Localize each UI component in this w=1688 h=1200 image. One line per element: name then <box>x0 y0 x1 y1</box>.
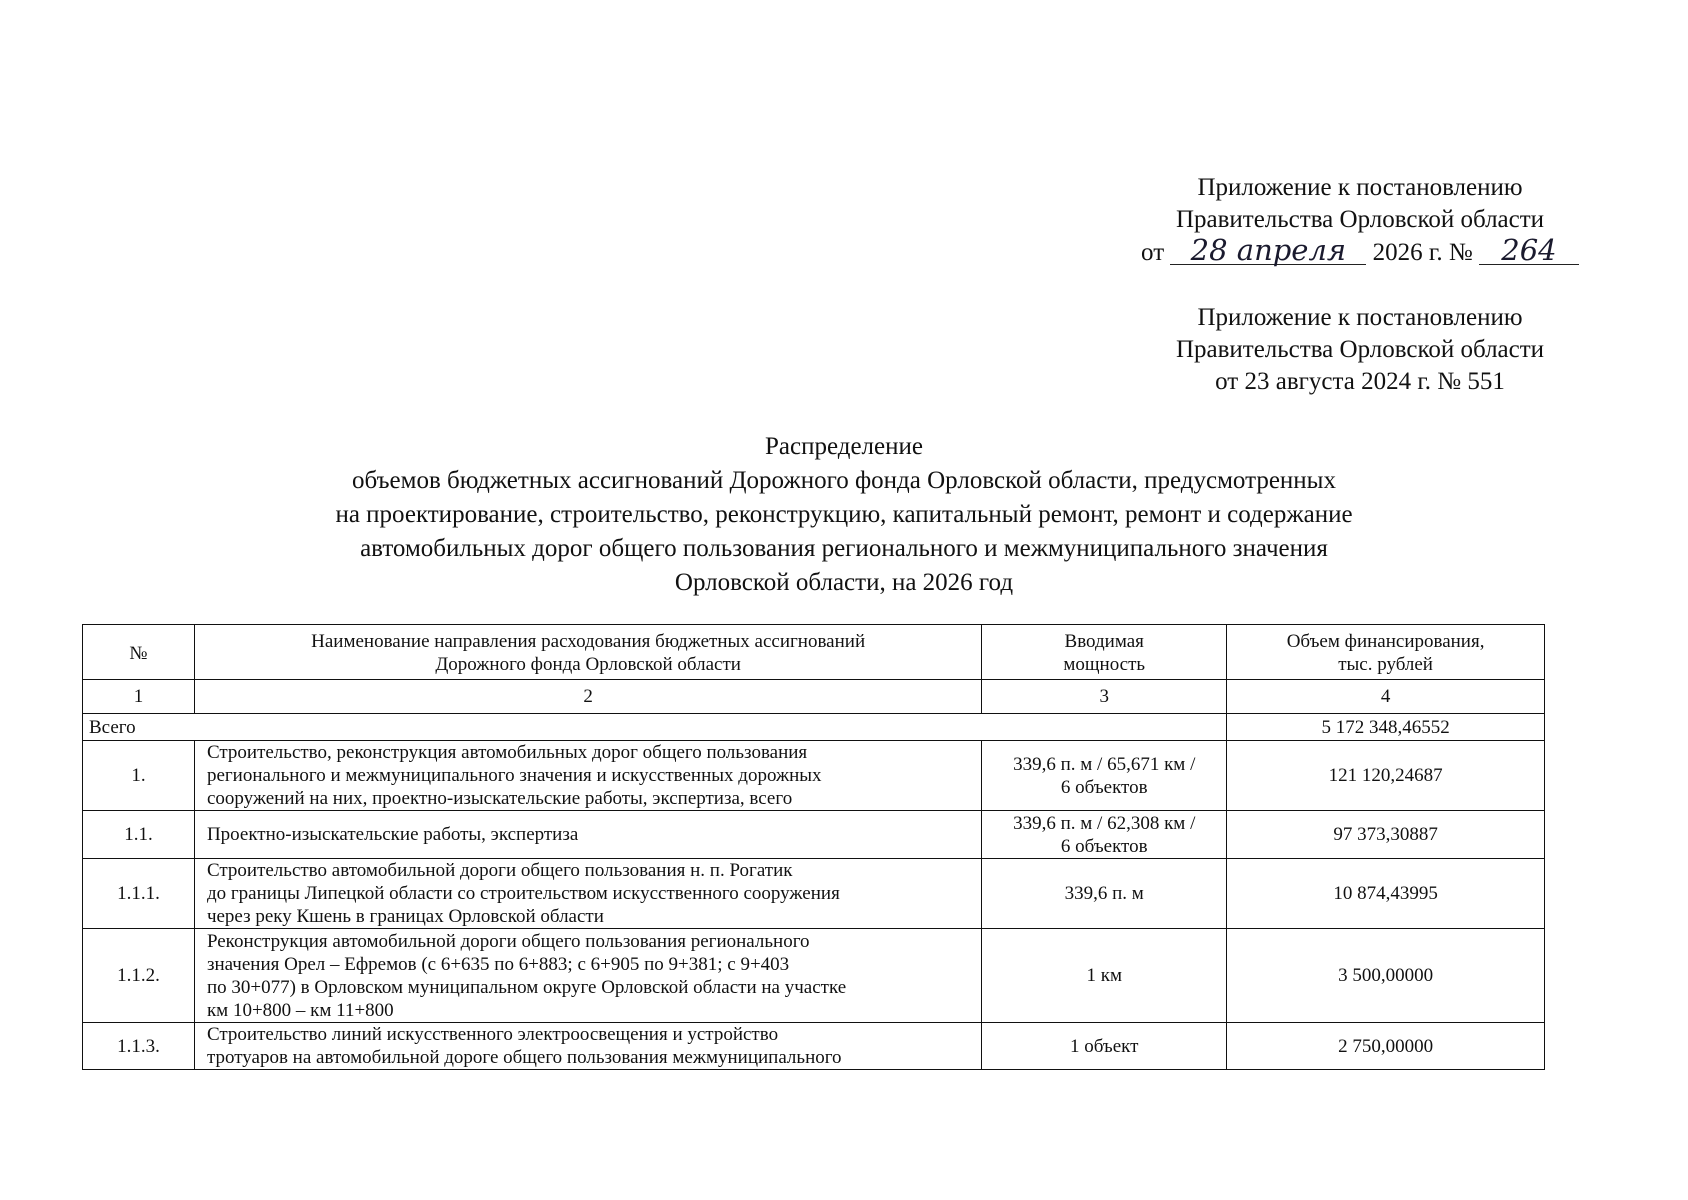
row-number: 1. <box>83 741 195 811</box>
header-sum-line-2: тыс. рублей <box>1338 654 1433 675</box>
table-header-row <box>83 625 1545 680</box>
table-row <box>83 811 1545 859</box>
handwritten-date: 28 апреля <box>1170 236 1366 265</box>
row-capacity-line: 339,6 п. м / 62,308 км / <box>1013 812 1196 834</box>
title-line-2: объемов бюджетных ассигнований Дорожного фонда Орловской области, предусмотренных <box>352 467 1336 494</box>
row-name-line: Строительство линий искусственного электроосвещения и устройство <box>206 1024 779 1045</box>
index-cell: 4 <box>1227 680 1545 714</box>
header-capacity-line-2: мощность <box>1063 654 1146 675</box>
document-title <box>160 430 1528 600</box>
approval-old-line-3: от 23 августа 2024 г. № 551 <box>1215 368 1505 395</box>
table-row <box>83 929 1545 1023</box>
row-name-line: тротуаров на автомобильной дороге общего пользования межмуниципального <box>206 1047 842 1068</box>
approval-old-line-2: Правительства Орловской области <box>1175 336 1545 363</box>
row-capacity <box>982 1023 1227 1070</box>
row-sum: 121 120,24687 <box>1227 741 1545 811</box>
index-cell: 1 <box>83 680 195 714</box>
header-name <box>194 625 981 680</box>
distribution-table <box>82 624 1545 1070</box>
approval-line-1: Приложение к постановлению <box>1197 174 1523 201</box>
title-line-3: на проектирование, строительство, реконструкцию, капитальный ремонт, ремонт и содержание <box>335 501 1353 528</box>
header-capacity <box>982 625 1227 680</box>
row-capacity <box>982 929 1227 1023</box>
total-row <box>83 714 1545 741</box>
header-num: № <box>83 625 195 680</box>
row-capacity-line: 1 км <box>1086 965 1122 986</box>
header-sum <box>1227 625 1545 680</box>
header-name-line-2: Дорожного фонда Орловской области <box>435 654 741 675</box>
row-name-line: сооружений на них, проектно-изыскательские работы, экспертиза, всего <box>206 788 793 809</box>
row-sum: 97 373,30887 <box>1227 811 1545 859</box>
approval-year: 2026 г. № <box>1372 239 1473 266</box>
index-cell: 3 <box>982 680 1227 714</box>
total-sum: 5 172 348,46552 <box>1227 714 1545 741</box>
row-name <box>194 859 981 929</box>
row-capacity <box>982 811 1227 859</box>
row-name <box>194 811 981 859</box>
header-sum-line-1: Объем финансирования, <box>1286 631 1485 652</box>
column-index-row <box>83 680 1545 714</box>
row-capacity-line: 6 объектов <box>1060 835 1148 857</box>
row-capacity-line: 339,6 п. м / 65,671 км / <box>1013 753 1196 775</box>
row-name-line: регионального и межмуниципального значения и искусственных дорожных <box>206 765 822 786</box>
approval-line-2: Правительства Орловской области <box>1175 206 1545 233</box>
row-name <box>194 929 981 1023</box>
table-row <box>83 859 1545 929</box>
row-capacity-line: 339,6 п. м <box>1064 883 1144 904</box>
table-row <box>83 1023 1545 1070</box>
row-name-line: км 10+800 – км 11+800 <box>206 999 394 1021</box>
row-name-line: через реку Кшень в границах Орловской области <box>206 906 604 927</box>
approval-number-line <box>1080 233 1640 269</box>
row-name-line: Строительство, реконструкция автомобильных дорог общего пользования <box>206 742 808 763</box>
approval-old-line-1: Приложение к постановлению <box>1197 304 1523 331</box>
row-capacity <box>982 859 1227 929</box>
row-capacity-line: 1 объект <box>1069 1035 1139 1057</box>
index-cell: 2 <box>194 680 981 714</box>
row-name-line: до границы Липецкой области со строительством искусственного сооружения <box>206 883 840 904</box>
row-sum: 3 500,00000 <box>1227 929 1545 1023</box>
row-sum: 10 874,43995 <box>1227 859 1545 929</box>
header-name-line-1: Наименование направления расходования бюджетных ассигнований <box>311 631 866 652</box>
handwritten-number: 264 <box>1479 236 1579 265</box>
header-capacity-line-1: Вводимая <box>1064 631 1144 652</box>
row-name-line: Проектно-изыскательские работы, экспертиза <box>206 824 579 845</box>
approval-block-new <box>1080 172 1640 269</box>
title-line-5: Орловской области, на 2026 год <box>674 569 1014 596</box>
approval-prefix: от <box>1141 239 1165 266</box>
table-row <box>83 741 1545 811</box>
row-name-line: Реконструкция автомобильной дороги общего пользования регионального <box>206 930 810 952</box>
title-line-4: автомобильных дорог общего пользования регионального и межмуниципального значения <box>360 535 1328 562</box>
row-name-line: значения Орел – Ефремов (с 6+635 по 6+883; с 6+905 по 9+381; с 9+403 <box>206 953 790 975</box>
row-sum: 2 750,00000 <box>1227 1023 1545 1070</box>
row-number: 1.1.2. <box>83 929 195 1023</box>
row-number: 1.1.3. <box>83 1023 195 1070</box>
approval-block-old <box>1080 302 1640 398</box>
row-name <box>194 1023 981 1070</box>
row-capacity <box>982 741 1227 811</box>
row-name <box>194 741 981 811</box>
row-name-line: по 30+077) в Орловском муниципальном округе Орловской области на участке <box>206 976 847 998</box>
row-number: 1.1.1. <box>83 859 195 929</box>
title-line-1: Распределение <box>765 433 923 460</box>
row-capacity-line: 6 объектов <box>1060 776 1148 798</box>
row-number: 1.1. <box>83 811 195 859</box>
total-label: Всего <box>83 714 1227 741</box>
row-name-line: Строительство автомобильной дороги общего пользования н. п. Рогатик <box>206 860 793 881</box>
